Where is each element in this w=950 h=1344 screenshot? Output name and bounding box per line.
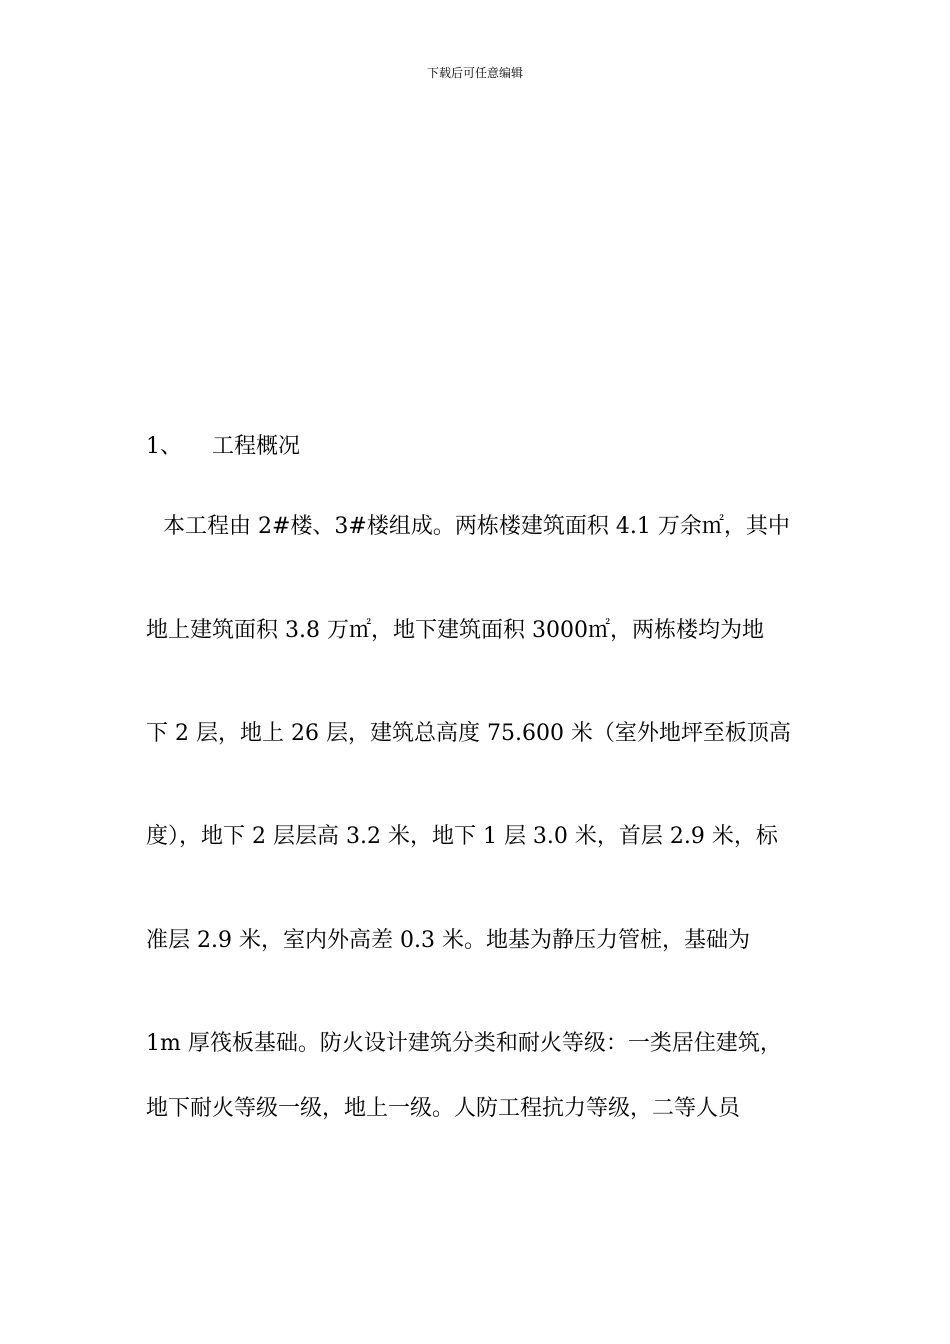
section-number: 1、 <box>146 434 182 459</box>
paragraph-line: 下 2 层，地上 26 层，建筑总高度 75.600 米（室外地坪至板顶高 <box>146 721 791 746</box>
paragraph-line: 准层 2.9 米，室内外高差 0.3 米。地基为静压力管桩，基础为 <box>146 928 750 953</box>
paragraph-line: 本工程由 2#楼、3#楼组成。两栋楼建筑面积 4.1 万余㎡，其中 <box>163 514 790 539</box>
paragraph-line: 地下耐火等级一级，地上一级。人防工程抗力等级，二等人员 <box>146 1096 741 1121</box>
paragraph-line: 1m 厚筏板基础。防火设计建筑分类和耐火等级：一类居住建筑， <box>146 1031 782 1056</box>
page-header: 下载后可任意编辑 <box>426 66 523 80</box>
paragraph-line: 地上建筑面积 3.8 万㎡，地下建筑面积 3000㎡，两栋楼均为地 <box>146 618 764 643</box>
section-heading <box>146 432 300 462</box>
section-title: 工程概况 <box>212 434 301 459</box>
paragraph-line: 度），地下 2 层层高 3.2 米，地下 1 层 3.0 米，首层 2.9 米，标 <box>146 824 778 849</box>
